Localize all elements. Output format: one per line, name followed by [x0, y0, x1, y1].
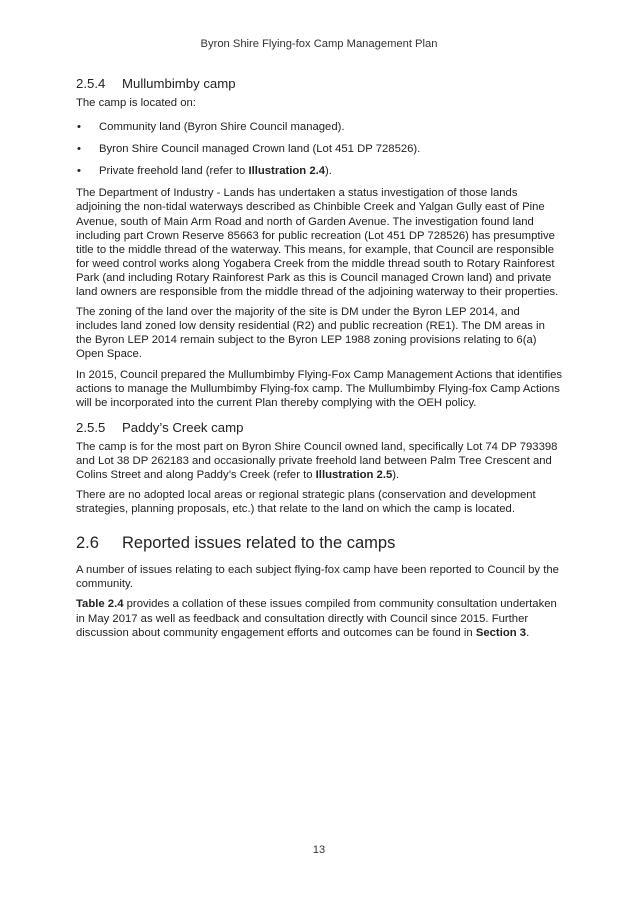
section-heading-2-5-5 — [76, 420, 562, 435]
list-item-text: Community land (Byron Shire Council managed). — [99, 121, 345, 134]
illustration-reference: Illustration 2.5 — [315, 468, 393, 481]
section-reference: Section 3 — [475, 626, 527, 639]
paragraph: The camp is located on: — [76, 97, 196, 109]
section-heading-2-5-4 — [76, 76, 562, 91]
paragraph: The Department of Industry - Lands has undertaken a status investigation of those lands adjoining the non-tidal waterways described as Chinbible Creek and Yalgan Gully east of Pine Avenue, south of Main Arm Road and north of Garden Avenue. The investigation found land including part Crown Reserve 85663 for public recreation (Lot 451 DP 728526) has presumptive title to the middle thread of the waterway. This means, for example, that Council are responsible for weed control works along Yogabera Creek from the middle thread south to Rotary Rainforest Park (and including Rotary Rainforest Park as this is Council managed Crown land) and private land owners are responsible from the middle thread of the adjoining waterway to their properties. — [76, 187, 559, 299]
bullet-icon: • — [77, 143, 81, 156]
bullet-icon: • — [77, 165, 81, 178]
section-title: Reported issues related to the camps — [122, 534, 396, 553]
page-number: 13 — [312, 844, 326, 856]
paragraph: Table 2.4 provides a collation of these issues compiled from community consultation undertaken in May 2017 as well as feedback and consultation directly with Council since 2015. Further discussion about community engagement efforts and outcomes can be found in Section 3. — [76, 598, 557, 639]
table-reference: Table 2.4 — [76, 598, 124, 611]
paragraph: In 2015, Council prepared the Mullumbimby Flying-Fox Camp Management Actions that identifies actions to manage the Mullumbimby Flying-fox camp. The Mullumbimby Flying-fox Camp Actions will be incorporated into the current Plan thereby complying with the OEH policy. — [76, 368, 563, 409]
list-item — [76, 142, 562, 156]
page-content — [76, 76, 562, 646]
list-item — [76, 164, 562, 178]
section-number: 2.6 — [76, 534, 99, 553]
bullet-list — [76, 120, 562, 178]
illustration-reference: Illustration 2.4 — [248, 165, 326, 178]
list-item-text: Byron Shire Council managed Crown land (Lot 451 DP 728526). — [99, 143, 421, 156]
paragraph: A number of issues relating to each subject flying-fox camp have been reported to Council by the community. — [76, 564, 559, 591]
running-header: Byron Shire Flying-fox Camp Management Plan — [200, 38, 438, 50]
section-title: Paddy’s Creek camp — [122, 419, 244, 435]
section-heading-2-6 — [76, 534, 562, 553]
list-item-text: Private freehold land (refer to Illustration 2.4). — [99, 165, 332, 178]
paragraph: There are no adopted local areas or regional strategic plans (conservation and development strategies, planning proposals, etc.) that relate to the land on which the camp is located. — [76, 489, 536, 516]
section-number: 2.5.5 — [76, 419, 106, 435]
section-number: 2.5.4 — [76, 76, 106, 91]
paragraph: The zoning of the land over the majority of the site is DM under the Byron LEP 2014, and includes land zoned low density residential (R2) and public recreation (RE1). The DM areas in the Byron LEP 2014 remain subject to the Byron LEP 1988 zoning provisions relating to 6(a) Open Space. — [76, 306, 545, 361]
bullet-icon: • — [77, 121, 81, 134]
list-item — [76, 120, 562, 134]
section-title: Mullumbimby camp — [122, 76, 236, 91]
paragraph: The camp is for the most part on Byron Shire Council owned land, specifically Lot 74 DP 793398 and Lot 38 DP 262183 and occasionally private freehold land between Palm Tree Crescent and Colins Street and along Paddy’s Creek (refer to Illustration 2.5). — [76, 440, 558, 481]
